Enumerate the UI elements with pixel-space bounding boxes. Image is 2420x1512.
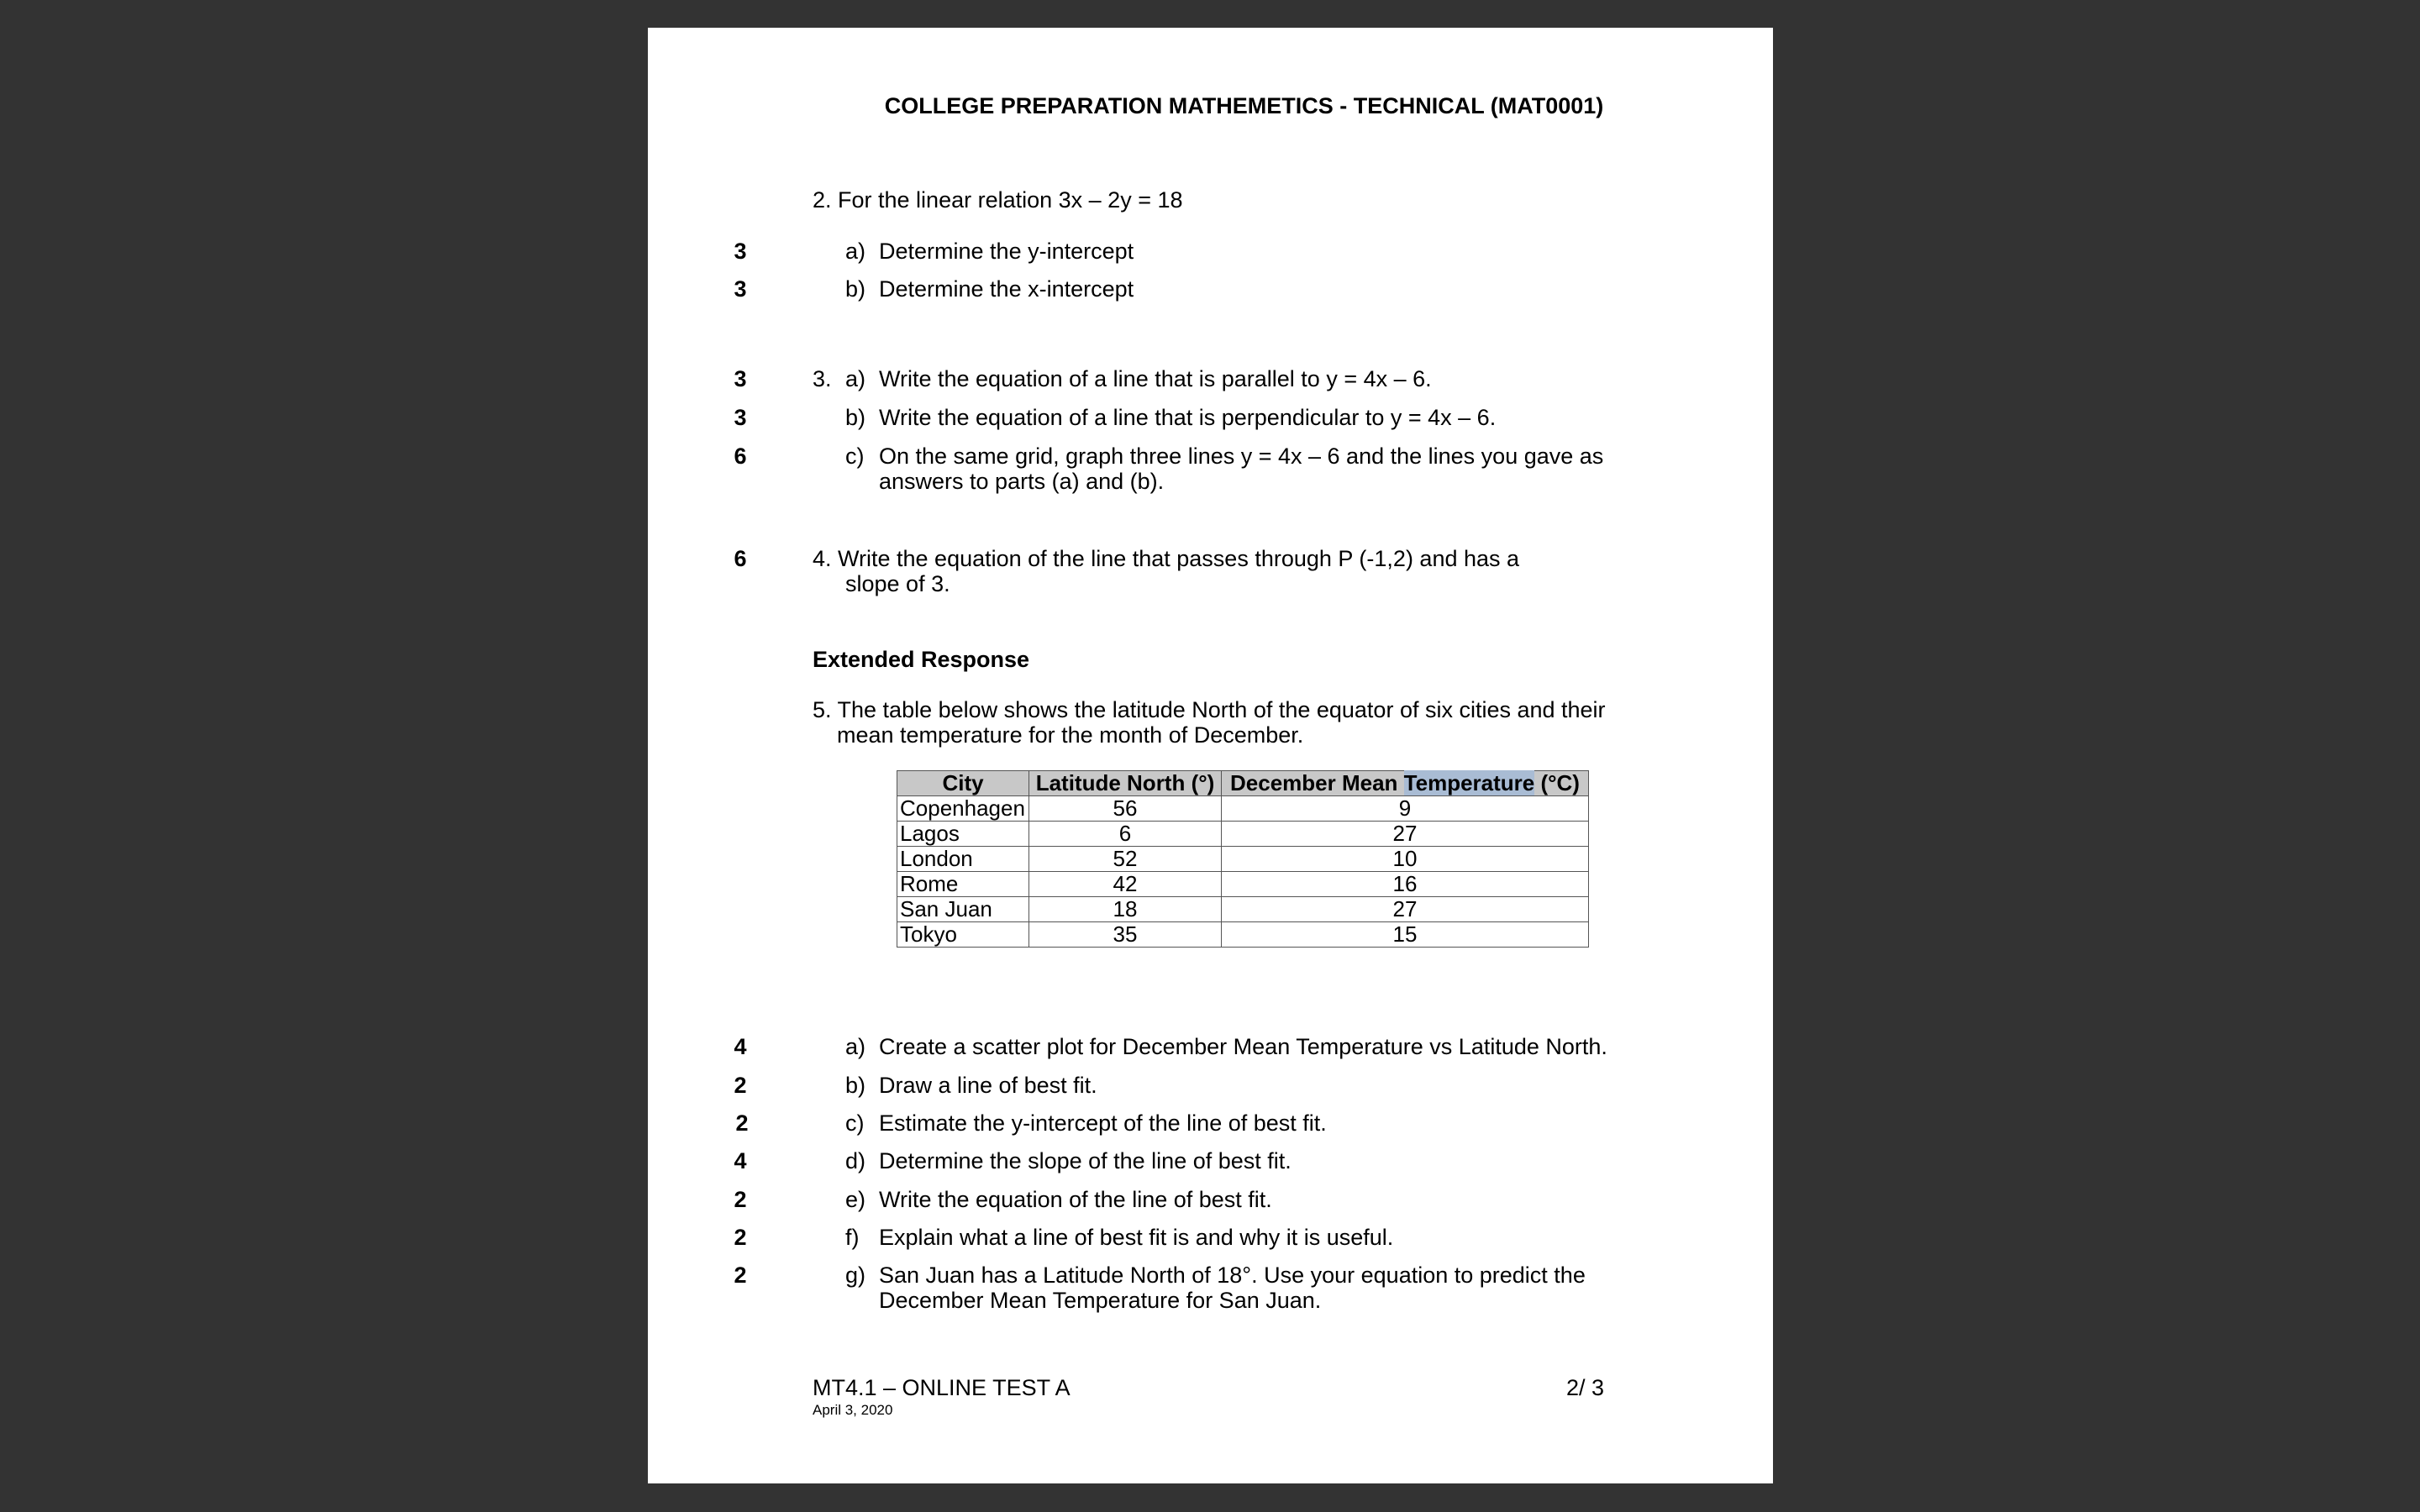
q5e-label: e): [845, 1187, 866, 1212]
q5f-text: Explain what a line of best fit is and why it is useful.: [879, 1225, 1394, 1250]
table-cell-temperature: 27: [1222, 897, 1589, 922]
header-temperature: [1222, 771, 1589, 796]
q5b-text: Draw a line of best fit.: [879, 1073, 1097, 1098]
q3c-mark: 6: [734, 444, 747, 469]
footer-date: April 3, 2020: [813, 1402, 893, 1418]
q4-mark: 6: [734, 546, 747, 571]
table-cell-temperature: 10: [1222, 847, 1589, 872]
q5g-mark: 2: [734, 1263, 747, 1288]
q2b-mark: 3: [734, 276, 747, 302]
q5d-item: [845, 1148, 1292, 1174]
q3b-item: [845, 405, 1496, 431]
table-cell-latitude: 52: [1029, 847, 1222, 872]
footer-page-number: 2/ 3: [1566, 1375, 1605, 1400]
q2b-item: [845, 276, 1134, 302]
q3b-label: b): [845, 405, 866, 430]
q5g-item: [845, 1263, 1586, 1289]
q5-line2: mean temperature for the month of December.: [837, 722, 1304, 748]
q2b-text: Determine the x-intercept: [879, 276, 1134, 302]
q3a-mark: 3: [734, 366, 747, 391]
q5a-label: a): [845, 1034, 866, 1059]
q5a-mark: 4: [734, 1034, 747, 1059]
table-row: [897, 922, 1589, 948]
footer-test-name: MT4.1 – ONLINE TEST A: [813, 1375, 1071, 1400]
q3c-item: [845, 444, 1603, 470]
q3b-text: Write the equation of a line that is perpendicular to y = 4x – 6.: [879, 405, 1497, 430]
table-row: [897, 847, 1589, 872]
table-cell-city: London: [897, 847, 1029, 872]
q5c-item: [845, 1110, 1327, 1137]
q2a-label: a): [845, 239, 866, 264]
q5e-item: [845, 1187, 1272, 1213]
document-page: [648, 28, 1773, 1483]
q2-stem: 2. For the linear relation 3x – 2y = 18: [813, 187, 1183, 213]
table-cell-latitude: 35: [1029, 922, 1222, 948]
q5d-text: Determine the slope of the line of best fit.: [879, 1148, 1292, 1173]
header-temperature-part1: December Mean: [1230, 770, 1404, 795]
city-temperature-table: [897, 770, 1589, 948]
table-cell-latitude: 6: [1029, 822, 1222, 847]
q5g-text-line1: San Juan has a Latitude North of 18°. Use your equation to predict the: [879, 1263, 1586, 1288]
q5c-label: c): [845, 1110, 865, 1136]
table-cell-latitude: 18: [1029, 897, 1222, 922]
page-title: COLLEGE PREPARATION MATHEMETICS - TECHNICAL (MAT0001): [884, 93, 1604, 118]
q4-line2: slope of 3.: [845, 571, 950, 596]
table-row: [897, 897, 1589, 922]
q3a-item: [845, 366, 1432, 392]
q5e-mark: 2: [734, 1187, 747, 1212]
q3c-label: c): [845, 444, 865, 469]
q5d-label: d): [845, 1148, 866, 1173]
q3a-label: a): [845, 366, 866, 391]
table-cell-city: Copenhagen: [897, 796, 1029, 822]
q2a-text: Determine the y-intercept: [879, 239, 1134, 264]
q3c-text-line1: On the same grid, graph three lines y = 4x – 6 and the lines you gave as: [879, 444, 1604, 469]
table-row: [897, 872, 1589, 897]
header-temperature-highlighted: Temperature: [1403, 770, 1535, 795]
q3a-text: Write the equation of a line that is parallel to y = 4x – 6.: [879, 366, 1432, 391]
q5f-label: f): [845, 1225, 860, 1250]
table-cell-city: Tokyo: [897, 922, 1029, 948]
table-cell-latitude: 56: [1029, 796, 1222, 822]
q5d-mark: 4: [734, 1148, 747, 1173]
q5f-mark: 2: [734, 1225, 747, 1250]
q3c-text-line2: answers to parts (a) and (b).: [879, 469, 1165, 494]
header-latitude: Latitude North (°): [1029, 771, 1222, 796]
table-cell-temperature: 16: [1222, 872, 1589, 897]
table-cell-city: San Juan: [897, 897, 1029, 922]
q5b-label: b): [845, 1073, 866, 1098]
q2a-item: [845, 239, 1134, 265]
table-cell-city: Rome: [897, 872, 1029, 897]
table-row: [897, 796, 1589, 822]
table-cell-latitude: 42: [1029, 872, 1222, 897]
table-cell-temperature: 9: [1222, 796, 1589, 822]
q4-line1: 4. Write the equation of the line that passes through P (-1,2) and has a: [813, 546, 1520, 571]
extended-response-heading: Extended Response: [813, 647, 1030, 672]
q5f-item: [845, 1225, 1393, 1251]
q5b-mark: 2: [734, 1073, 747, 1098]
table-cell-temperature: 27: [1222, 822, 1589, 847]
table-cell-temperature: 15: [1222, 922, 1589, 948]
q5e-text: Write the equation of the line of best fit.: [879, 1187, 1272, 1212]
q5c-text: Estimate the y-intercept of the line of best fit.: [879, 1110, 1327, 1136]
header-temperature-part3: (°C): [1534, 770, 1580, 795]
q5g-text-line2: December Mean Temperature for San Juan.: [879, 1288, 1322, 1313]
q3-number: 3.: [813, 366, 832, 391]
q5c-mark: 2: [735, 1110, 749, 1136]
q5a-text: Create a scatter plot for December Mean Temperature vs Latitude North.: [879, 1034, 1607, 1059]
q2a-mark: 3: [734, 239, 747, 264]
q5b-item: [845, 1073, 1097, 1099]
table-header-row: [897, 771, 1589, 796]
q5a-item: [845, 1034, 1607, 1060]
table-cell-city: Lagos: [897, 822, 1029, 847]
q5g-label: g): [845, 1263, 866, 1288]
q3b-mark: 3: [734, 405, 747, 430]
q5-line1: 5. The table below shows the latitude North of the equator of six cities and their: [813, 697, 1606, 722]
q2b-label: b): [845, 276, 866, 302]
table-row: [897, 822, 1589, 847]
header-city: City: [897, 771, 1029, 796]
